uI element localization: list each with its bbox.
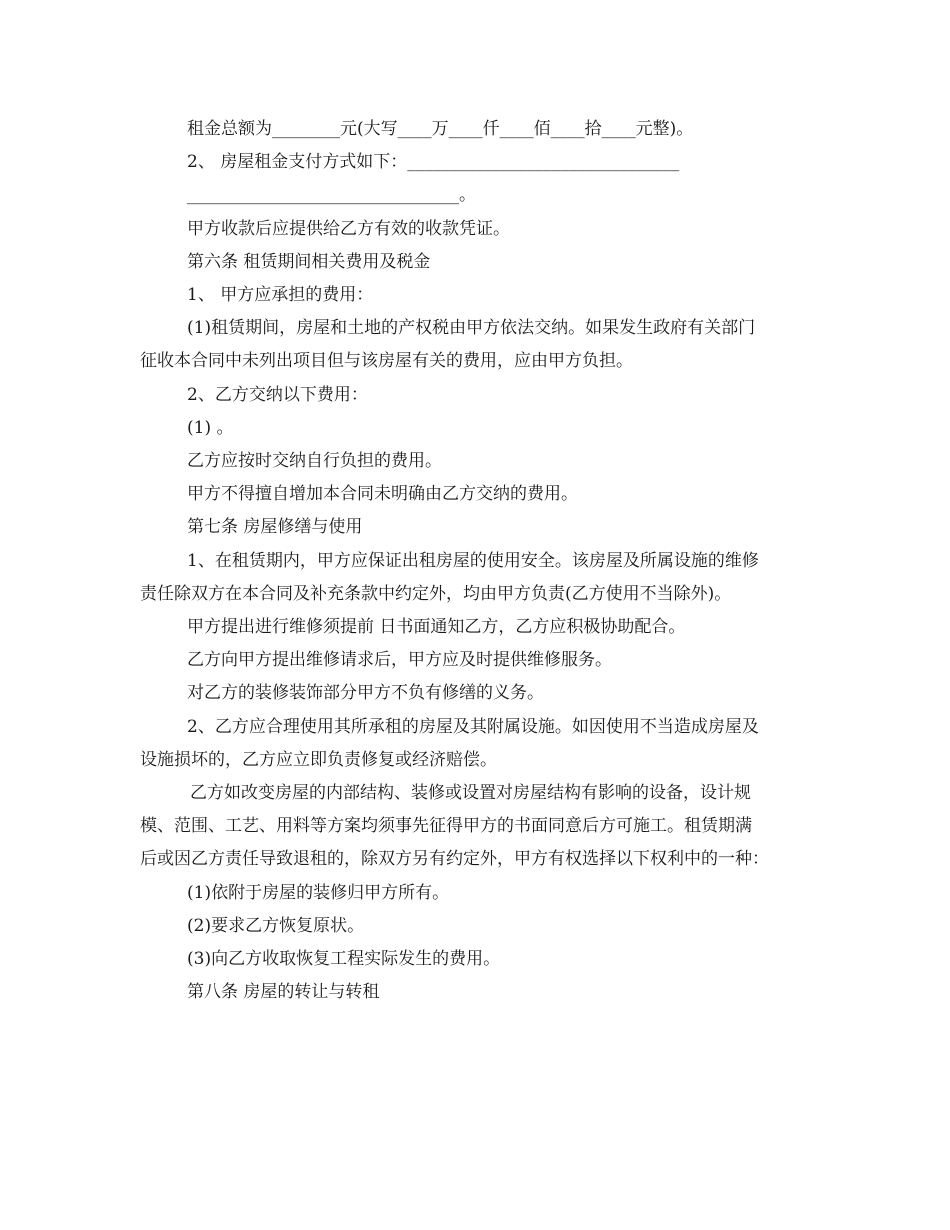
- paragraph-line: 模、范围、工艺、用料等方案均须事先征得甲方的书面同意后方可施工。租赁期满: [140, 816, 752, 837]
- document-body: [140, 113, 816, 1009]
- paragraph-line: 2、 房屋租金支付方式如下：________________________________: [187, 152, 680, 173]
- section-heading: 第六条 租赁期间相关费用及税金: [187, 251, 431, 272]
- paragraph-line: 2、乙方交纳以下费用：: [187, 384, 368, 405]
- paragraph-line: 乙方如改变房屋的内部结构、装修或设置对房屋结构有影响的设备，设计规: [190, 783, 751, 804]
- paragraph-line: 甲方收款后应提供给乙方有效的收款凭证。: [187, 218, 510, 239]
- paragraph-line: (3)向乙方收取恢复工程实际发生的费用。: [187, 949, 501, 970]
- paragraph-line: 租金总额为________元(大写____万____仟____佰____拾____元整)。: [187, 119, 694, 139]
- paragraph-line: 甲方提出进行维修须提前 日书面通知乙方，乙方应积极协助配合。: [187, 617, 686, 638]
- paragraph-line: 1、在租赁期内，甲方应保证出租房屋的使用安全。该房屋及所属设施的维修: [187, 550, 759, 571]
- paragraph-line: 乙方应按时交纳自行负担的费用。: [187, 451, 442, 472]
- paragraph-line: (1)依附于房屋的装修归甲方所有。: [187, 882, 450, 903]
- paragraph-line: 后或因乙方责任导致退租的，除双方另有约定外，甲方有权选择以下权利中的一种：: [140, 849, 769, 870]
- paragraph-line: (2)要求乙方恢复原状。: [187, 915, 365, 936]
- section-heading: 第八条 房屋的转让与转租: [187, 982, 380, 1003]
- paragraph-line: 责任除双方在本合同及补充条款中约定外，均由甲方负责(乙方使用不当除外)。: [140, 583, 732, 604]
- paragraph-line: 设施损坏的，乙方应立即负责修复或经济赔偿。: [140, 749, 497, 770]
- paragraph-line: 2、乙方应合理使用其所承租的房屋及其附属设施。如因使用不当造成房屋及: [187, 716, 759, 737]
- section-heading: 第七条 房屋修缮与使用: [187, 517, 363, 538]
- paragraph-line: 对乙方的装修装饰部分甲方不负有修缮的义务。: [187, 683, 544, 704]
- paragraph-line: 1、 甲方应承担的费用：: [187, 285, 374, 306]
- paragraph-line: 乙方向甲方提出维修请求后，甲方应及时提供维修服务。: [187, 650, 612, 671]
- paragraph-line: 甲方不得擅自增加本合同未明确由乙方交纳的费用。: [187, 484, 578, 505]
- paragraph-line: (1) 。: [187, 417, 234, 438]
- paragraph-line: (1)租赁期间，房屋和土地的产权税由甲方依法交纳。如果发生政府有关部门: [187, 318, 756, 339]
- paragraph-line: ________________________________。: [187, 185, 476, 206]
- paragraph-line: 征收本合同中未列出项目但与该房屋有关的费用，应由甲方负担。: [140, 351, 633, 372]
